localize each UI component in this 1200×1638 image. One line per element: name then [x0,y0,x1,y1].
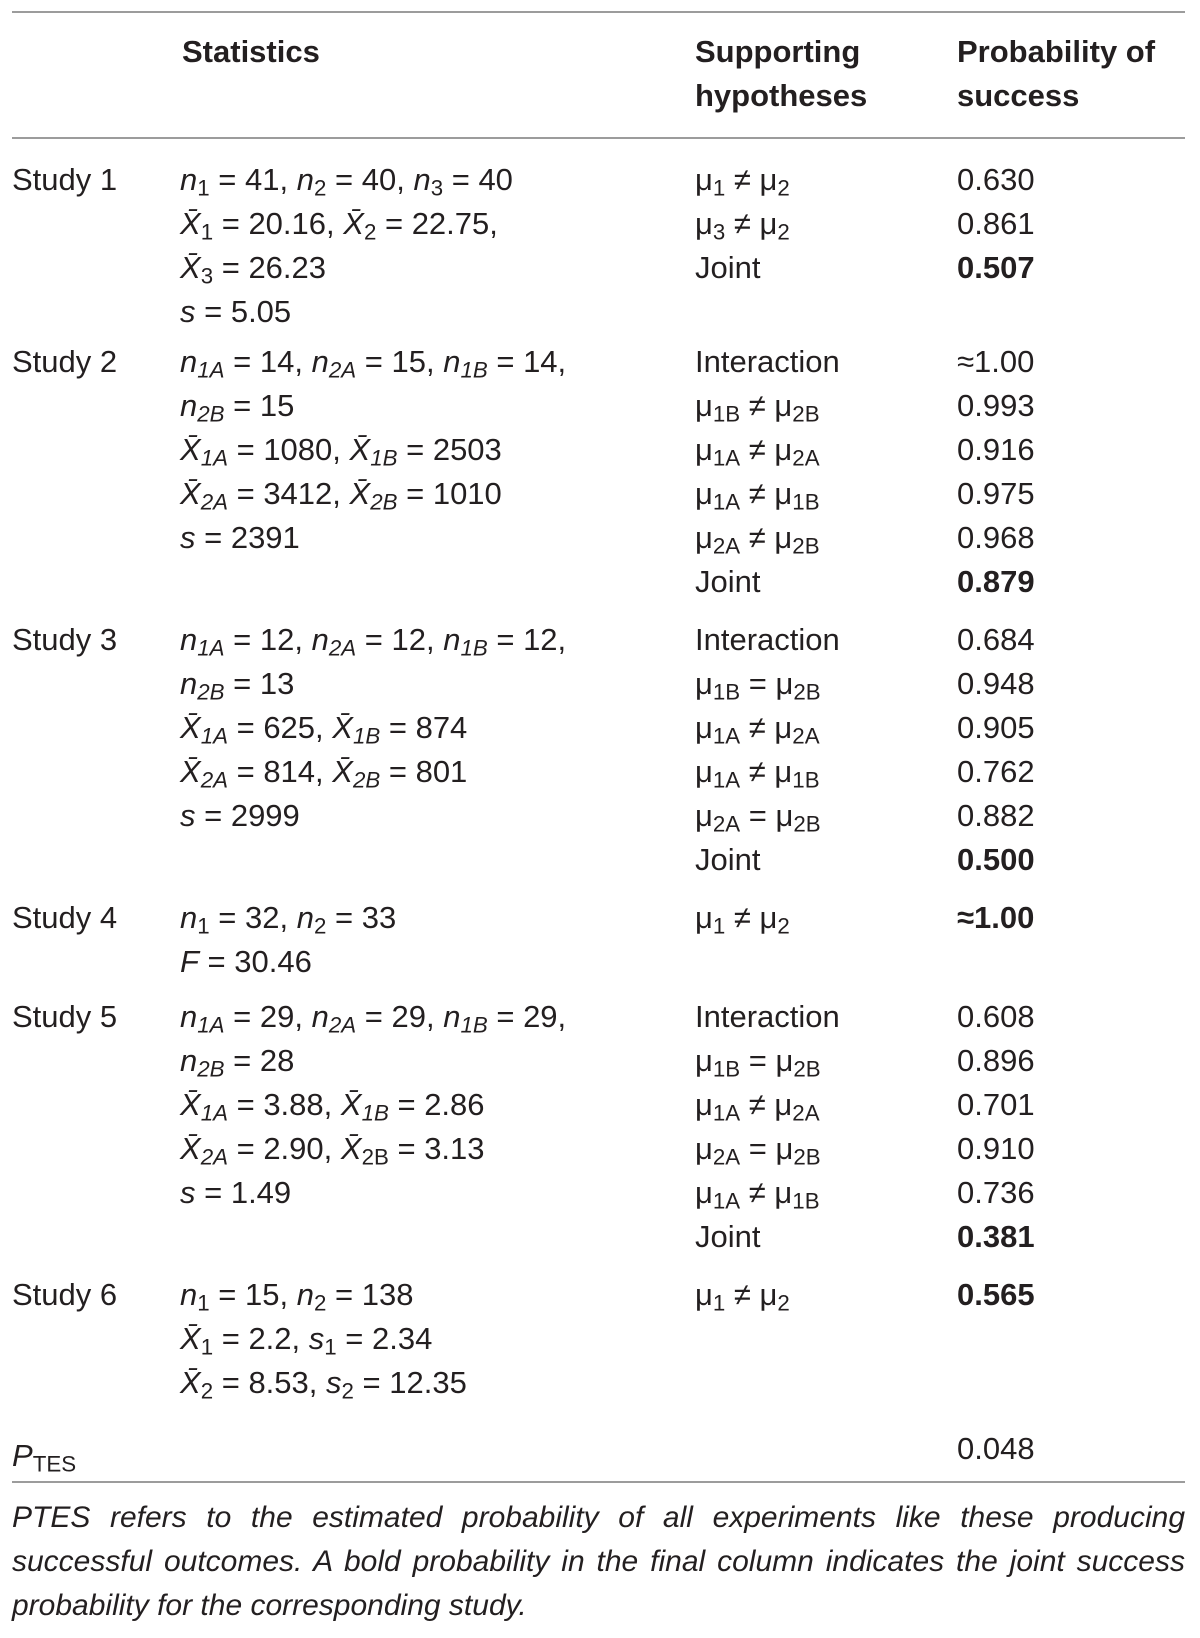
statistics-line: $n_{1A} = 12$, $n_{2A} = 12$, $n_{1B} = 12$, [180,622,567,661]
joint-probability: 0.507 [957,250,1035,285]
hypothesis: $\mu_{1A} \ne \mu_{1B}$ [695,476,820,515]
header-supporting-hypotheses: Supporting hypotheses [695,34,868,113]
statistics-line: $X̄_{2A} = 3412$, $X̄_{2B} = 1010$ [180,476,502,515]
bottom-rule [12,1481,1185,1483]
hypothesis: $\mu_1 \ne \mu_2$ [695,900,790,939]
hypothesis: $\mu_{1A} \ne \mu_{1B}$ [695,754,820,793]
statistics-line: $X̄_{2A} = 2.90$, $X̄_{2B} = 3.13$ [180,1131,485,1170]
statistics-line: $n_{1A} = 14$, $n_{2A} = 15$, $n_{1B} = 14$, [180,344,567,383]
probability: ≈1.00 [957,344,1035,379]
study-label: Study 5 [12,999,118,1034]
statistics-line: $n_1 = 32$, $n_2 = 33$ [180,900,397,939]
probability: 0.968 [957,520,1035,555]
statistics-line: s = 2999 [180,798,300,833]
hypothesis: Joint [695,250,761,285]
hypothesis: Joint [695,1219,761,1254]
statistics-line: $X̄_{1A} = 1080$, $X̄_{1B} = 2503$ [180,432,502,471]
top-rule [12,11,1185,13]
probability: 0.762 [957,754,1035,789]
probability: 0.905 [957,710,1035,745]
statistics-line: s = 2391 [180,520,300,555]
hypothesis: Interaction [695,344,840,379]
statistics-line: $n_{1A} = 29$, $n_{2A} = 29$, $n_{1B} = 29$, [180,999,567,1038]
statistics-line: $n_{2B} = 28$ [180,1043,295,1082]
probability: 0.896 [957,1043,1035,1078]
probability: 0.608 [957,999,1035,1034]
joint-probability: ≈1.00 [957,900,1035,935]
statistics-line: $X̄_{1A} = 3.88$, $X̄_{1B} = 2.86$ [180,1087,485,1126]
hypothesis: $\mu_{1A} \ne \mu_{2A}$ [695,1087,820,1126]
probability: 0.684 [957,622,1035,657]
hypothesis: $\mu_1 \ne \mu_2$ [695,162,790,201]
probability: 0.701 [957,1087,1035,1122]
study-label: Study 3 [12,622,118,657]
header-probability-of-success: Probability of success [957,34,1156,113]
statistics-line: $X̄_1 = 2.2$, $s_1 = 2.34$ [180,1321,433,1360]
probability: 0.861 [957,206,1035,241]
hypothesis: $\mu_1 \ne \mu_2$ [695,1277,790,1316]
probability: 0.948 [957,666,1035,701]
probability: 0.916 [957,432,1035,467]
hypothesis: $\mu_{1B} = \mu_{2B}$ [695,1043,821,1082]
statistics-line: $X̄_{2A} = 814$, $X̄_{2B} = 801$ [180,754,468,793]
statistics-line: F = 30.46 [180,944,312,979]
probability: 0.975 [957,476,1035,511]
statistics-line: s = 1.49 [180,1175,292,1210]
hypothesis: $\mu_3 \ne \mu_2$ [695,206,790,245]
probability: 0.993 [957,388,1035,423]
statistics-line: $X̄_{1A} = 625$, $X̄_{1B} = 874$ [180,710,468,749]
statistics-line: s = 5.05 [180,294,292,329]
ptes-label: $P_{TES}$ [12,1438,77,1477]
joint-probability: 0.500 [957,842,1035,877]
statistics-line: $n_{2B} = 13$ [180,666,295,705]
hypothesis: $\mu_{1B} \ne \mu_{2B}$ [695,388,820,427]
hypothesis: $\mu_{1B} = \mu_{2B}$ [695,666,821,705]
ptes-value: 0.048 [957,1431,1035,1466]
statistics-line: $n_1 = 15$, $n_2 = 138$ [180,1277,414,1316]
header-rule [12,137,1185,139]
probability: 0.882 [957,798,1035,833]
header-statistics: Statistics [182,34,320,69]
joint-probability: 0.565 [957,1277,1035,1312]
statistics-line: $X̄_3 = 26.23$ [180,250,327,289]
hypothesis: $\mu_{1A} \ne \mu_{2A}$ [695,710,820,749]
table-footnote [12,1496,1185,1628]
joint-probability: 0.879 [957,564,1035,599]
probability: 0.910 [957,1131,1035,1166]
study-label: Study 1 [12,162,118,197]
hypothesis: Joint [695,564,761,599]
hypothesis: Interaction [695,999,840,1034]
hypothesis: Interaction [695,622,840,657]
statistics-line: $n_{2B} = 15$ [180,388,295,427]
probability: 0.736 [957,1175,1035,1210]
statistics-line: $X̄_1 = 20.16$, $X̄_2 = 22.75$, [180,206,498,245]
study-label: Study 2 [12,344,118,379]
hypothesis: $\mu_{1A} \ne \mu_{2A}$ [695,432,820,471]
hypothesis: $\mu_{2A} = \mu_{2B}$ [695,798,821,837]
statistics-line: $n_1 = 41$, $n_2 = 40$, $n_3 = 40$ [180,162,513,201]
statistics-line: $X̄_2 = 8.53$, $s_2 = 12.35$ [180,1365,467,1404]
hypothesis: Joint [695,842,761,877]
hypothesis: $\mu_{1A} \ne \mu_{1B}$ [695,1175,820,1214]
footnote-text: PTES refers to the estimated probability of all experiments like these producing successful outcomes. A bold probability in the final column indicates the joint success probability for the corresponding study. [12,1501,1185,1622]
hypothesis: $\mu_{2A} \ne \mu_{2B}$ [695,520,820,559]
study-label: Study 6 [12,1277,118,1312]
hypothesis: $\mu_{2A} = \mu_{2B}$ [695,1131,821,1170]
study-label: Study 4 [12,900,118,935]
joint-probability: 0.381 [957,1219,1035,1254]
probability: 0.630 [957,162,1035,197]
